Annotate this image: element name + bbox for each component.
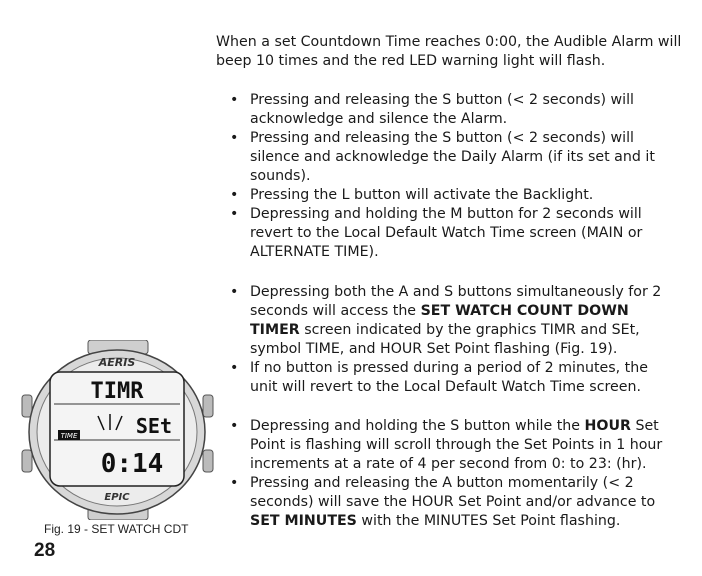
text: Pressing and releasing the A button momentarily (< 2 seconds) will save the HOUR Set Point and/or advance to (250, 475, 656, 510)
list-item (230, 417, 670, 474)
alarm-actions-list (230, 91, 670, 262)
text: Depressing and holding the S button while the (250, 418, 585, 434)
figure-caption: Fig. 19 - SET WATCH CDT (44, 522, 189, 536)
list-item: • Pressing and releasing the S button (< 2 seconds) will acknowledge and silence the Alarm. (230, 91, 670, 129)
text: Depressing both the A and S buttons simultaneously for 2 seconds will access the (250, 284, 662, 319)
text: Set Point is flashing will scroll through the Set Points in 1 hour increments at a rate of 4 per second from 0: to 23: (hr). (250, 418, 663, 472)
text: screen indicated by the graphics TIMR and SEt, symbol TIME, and HOUR Set Point flashing (Fig. 19). (250, 322, 640, 357)
button-right-upper (203, 395, 213, 417)
list-item (230, 283, 670, 359)
list-item: • Depressing and holding the M button for 2 seconds will revert to the Local Default Watch Time screen (MAIN or ALTERNATE TIME). (230, 205, 670, 262)
lcd-line-set: SEt (135, 414, 172, 438)
lcd-line-hour: 0:14 (100, 449, 164, 479)
list-item: • Pressing and releasing the S button (< 2 seconds) will silence and acknowledge the Daily Alarm (if its set and it sounds). (230, 129, 670, 186)
list-item: • If no button is pressed during a period of 2 minutes, the unit will revert to the Local Default Watch Time screen. (230, 359, 670, 397)
brand-logo-bottom: EPIC (104, 492, 130, 503)
list-item (230, 474, 670, 531)
set-hour-list (230, 417, 670, 531)
time-icon-label: TIME (60, 432, 78, 440)
intro-paragraph: When a set Countdown Time reaches 0:00, the Audible Alarm will beep 10 times and the red LED warning light will flash. (216, 34, 682, 69)
access-set-timer-list (230, 283, 670, 397)
lcd-line-timr: TIMR (90, 379, 144, 404)
bold-term: HOUR (584, 418, 631, 434)
text: with the MINUTES Set Point flashing. (356, 513, 621, 529)
page-number: 28 (34, 540, 56, 561)
button-right-lower (203, 450, 213, 472)
watch-illustration (20, 340, 215, 520)
bold-term: SET MINUTES (250, 513, 357, 529)
button-left-lower (22, 450, 32, 472)
bold-term: SET WATCH COUNT DOWN TIMER (250, 303, 629, 338)
brand-logo-top: AERIS (98, 356, 136, 369)
list-item: • Pressing the L button will activate the Backlight. (230, 186, 670, 205)
